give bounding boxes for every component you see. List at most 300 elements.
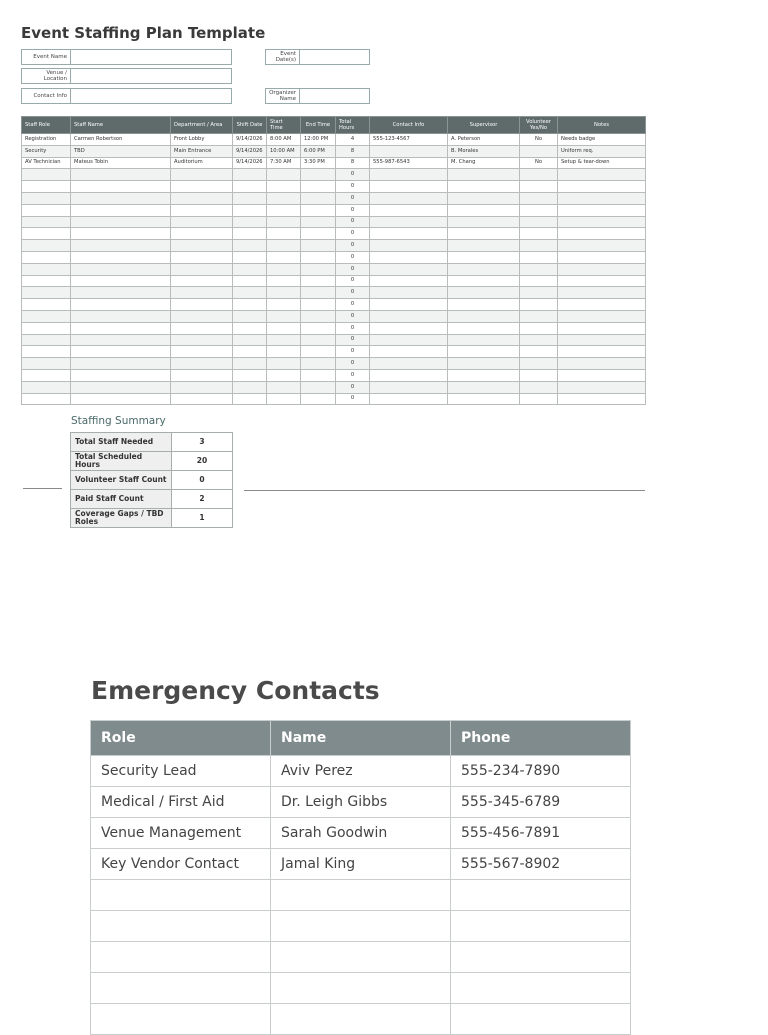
table-cell[interactable] [22,240,71,252]
table-cell[interactable] [22,381,71,393]
table-cell[interactable] [448,228,520,240]
emergency-cell[interactable]: Medical / First Aid [91,787,271,818]
table-cell[interactable] [558,192,646,204]
table-cell[interactable] [520,240,558,252]
table-cell[interactable] [558,393,646,405]
table-cell[interactable] [301,228,336,240]
table-cell[interactable] [22,263,71,275]
summary-table [70,432,233,528]
table-cell[interactable] [448,204,520,216]
table-cell[interactable]: Needs badge [558,134,646,146]
table-cell[interactable] [22,346,71,358]
table-cell[interactable] [233,310,267,322]
emergency-cell[interactable] [271,942,451,973]
table-cell[interactable]: 0 [336,181,370,193]
table-cell[interactable] [22,393,71,405]
table-cell[interactable] [520,192,558,204]
emergency-cell[interactable] [271,973,451,1004]
emergency-cell[interactable] [451,1004,631,1035]
table-cell[interactable] [448,181,520,193]
table-cell[interactable] [520,216,558,228]
table-cell[interactable] [71,275,171,287]
table-cell[interactable] [171,381,233,393]
table-cell[interactable] [171,393,233,405]
table-cell[interactable] [233,263,267,275]
event-date-field[interactable] [299,49,370,65]
emergency-cell[interactable]: 555-567-8902 [451,849,631,880]
table-row [22,381,646,393]
table-cell[interactable] [520,251,558,263]
table-cell[interactable] [370,322,448,334]
table-cell[interactable] [171,369,233,381]
table-cell[interactable] [520,228,558,240]
table-cell[interactable]: No [520,134,558,146]
table-cell[interactable] [370,381,448,393]
table-cell[interactable]: TBD [71,145,171,157]
table-cell[interactable]: Front Lobby [171,134,233,146]
table-cell[interactable] [558,322,646,334]
emergency-cell[interactable]: Aviv Perez [271,756,451,787]
table-cell[interactable]: 0 [336,299,370,311]
table-cell[interactable]: 0 [336,358,370,370]
table-cell[interactable] [520,369,558,381]
table-cell[interactable] [558,204,646,216]
emergency-cell[interactable]: Key Vendor Contact [91,849,271,880]
table-cell[interactable] [267,228,301,240]
table-cell[interactable] [448,216,520,228]
table-cell[interactable] [171,240,233,252]
event-name-field[interactable] [70,49,232,65]
table-cell[interactable] [370,393,448,405]
table-cell[interactable] [267,169,301,181]
table-cell[interactable] [558,228,646,240]
table-row [22,310,646,322]
table-cell[interactable]: 8 [336,145,370,157]
table-cell[interactable]: 7:30 AM [267,157,301,169]
table-cell[interactable] [171,346,233,358]
table-cell[interactable]: 0 [336,263,370,275]
table-cell[interactable] [22,287,71,299]
table-cell[interactable] [448,169,520,181]
table-cell[interactable] [520,334,558,346]
table-cell[interactable] [448,322,520,334]
table-cell[interactable] [370,216,448,228]
table-cell[interactable]: 0 [336,334,370,346]
table-cell[interactable] [558,169,646,181]
table-cell[interactable] [520,322,558,334]
emergency-cell[interactable]: Sarah Goodwin [271,818,451,849]
table-cell[interactable]: 555-123-4567 [370,134,448,146]
col-total-hours: Total Hours [336,117,370,134]
table-cell[interactable] [71,251,171,263]
table-cell[interactable] [171,216,233,228]
emergency-cell[interactable] [451,880,631,911]
table-cell[interactable] [71,216,171,228]
table-cell[interactable] [71,334,171,346]
table-cell[interactable] [558,381,646,393]
table-cell[interactable] [558,287,646,299]
table-cell[interactable] [370,240,448,252]
table-cell[interactable] [267,393,301,405]
table-cell[interactable] [520,346,558,358]
table-cell[interactable] [520,358,558,370]
table-cell[interactable]: 0 [336,381,370,393]
table-cell[interactable] [267,240,301,252]
table-cell[interactable]: 0 [336,275,370,287]
table-cell[interactable] [71,393,171,405]
table-cell[interactable] [558,369,646,381]
table-cell[interactable]: Mateus Tobin [71,157,171,169]
table-cell[interactable] [520,263,558,275]
emergency-cell[interactable]: Venue Management [91,818,271,849]
table-cell[interactable] [370,192,448,204]
table-cell[interactable] [267,310,301,322]
table-cell[interactable] [448,346,520,358]
table-cell[interactable] [171,287,233,299]
table-cell[interactable]: Main Entrance [171,145,233,157]
table-cell[interactable] [171,358,233,370]
table-cell[interactable] [301,393,336,405]
table-cell[interactable] [171,310,233,322]
table-cell[interactable]: A. Peterson [448,134,520,146]
table-cell[interactable] [171,169,233,181]
table-row [22,275,646,287]
table-cell[interactable] [370,358,448,370]
table-cell[interactable] [171,181,233,193]
table-cell[interactable] [267,275,301,287]
summary-label: Total Scheduled Hours [71,452,172,471]
table-cell[interactable] [171,228,233,240]
table-cell[interactable] [233,358,267,370]
table-cell[interactable] [71,181,171,193]
emergency-cell[interactable] [91,973,271,1004]
table-cell[interactable] [370,204,448,216]
table-cell[interactable] [71,310,171,322]
emergency-cell[interactable] [451,911,631,942]
table-cell[interactable] [267,322,301,334]
table-cell[interactable] [448,393,520,405]
table-cell[interactable]: Carmen Robertson [71,134,171,146]
table-cell[interactable] [267,263,301,275]
table-cell[interactable] [301,181,336,193]
table-cell[interactable] [301,251,336,263]
table-cell[interactable]: Registration [22,134,71,146]
table-cell[interactable] [22,216,71,228]
table-cell[interactable] [71,228,171,240]
table-cell[interactable] [22,251,71,263]
table-cell[interactable]: 0 [336,369,370,381]
table-cell[interactable] [370,275,448,287]
emergency-cell[interactable]: 555-345-6789 [451,787,631,818]
table-cell[interactable] [370,369,448,381]
table-cell[interactable] [520,181,558,193]
table-cell[interactable] [233,393,267,405]
table-cell[interactable] [520,287,558,299]
table-cell[interactable]: 0 [336,346,370,358]
table-cell[interactable] [301,299,336,311]
table-cell[interactable] [171,204,233,216]
table-cell[interactable] [520,393,558,405]
table-cell[interactable]: AV Technician [22,157,71,169]
table-cell[interactable] [558,275,646,287]
emergency-cell[interactable] [271,880,451,911]
table-cell[interactable]: 12:00 PM [301,134,336,146]
col-staff-name: Staff Name [71,117,171,134]
table-cell[interactable] [301,204,336,216]
table-cell[interactable] [233,228,267,240]
emergency-cell[interactable] [91,880,271,911]
table-cell[interactable] [171,275,233,287]
table-cell[interactable] [233,251,267,263]
table-cell[interactable] [370,334,448,346]
table-cell[interactable] [233,346,267,358]
table-cell[interactable] [301,358,336,370]
table-cell[interactable]: 0 [336,216,370,228]
table-cell[interactable] [267,369,301,381]
table-cell[interactable] [267,192,301,204]
table-cell[interactable] [558,299,646,311]
table-cell[interactable] [520,310,558,322]
table-cell[interactable] [233,204,267,216]
table-cell[interactable]: B. Morales [448,145,520,157]
table-cell[interactable] [267,216,301,228]
table-cell[interactable] [71,322,171,334]
table-cell[interactable] [233,181,267,193]
table-cell[interactable] [370,346,448,358]
table-cell[interactable] [370,181,448,193]
emergency-cell[interactable]: 555-234-7890 [451,756,631,787]
table-cell[interactable] [22,322,71,334]
table-cell[interactable] [301,369,336,381]
table-cell[interactable] [301,334,336,346]
table-cell[interactable] [233,369,267,381]
table-cell[interactable]: 4 [336,134,370,146]
table-cell[interactable] [71,369,171,381]
table-cell[interactable]: 0 [336,228,370,240]
table-cell[interactable]: 10:00 AM [267,145,301,157]
table-cell[interactable]: 555-987-6543 [370,157,448,169]
emergency-cell[interactable] [91,942,271,973]
table-cell[interactable] [233,287,267,299]
table-cell[interactable] [558,358,646,370]
emergency-cell[interactable]: Dr. Leigh Gibbs [271,787,451,818]
emergency-cell[interactable] [451,942,631,973]
emergency-cell[interactable]: Jamal King [271,849,451,880]
table-cell[interactable] [267,299,301,311]
table-cell[interactable]: 3:30 PM [301,157,336,169]
table-cell[interactable] [22,204,71,216]
table-cell[interactable] [520,275,558,287]
organizer-name-field[interactable] [299,88,370,104]
table-cell[interactable] [267,181,301,193]
emergency-cell[interactable] [271,911,451,942]
table-cell[interactable]: No [520,157,558,169]
table-cell[interactable] [22,192,71,204]
table-cell[interactable] [558,334,646,346]
table-cell[interactable] [448,381,520,393]
table-cell[interactable] [448,369,520,381]
table-cell[interactable] [171,299,233,311]
table-cell[interactable] [448,263,520,275]
table-cell[interactable] [558,216,646,228]
table-cell[interactable] [558,346,646,358]
table-cell[interactable] [558,181,646,193]
table-cell[interactable] [267,287,301,299]
table-cell[interactable] [370,263,448,275]
table-cell[interactable] [558,263,646,275]
table-cell[interactable] [171,334,233,346]
table-cell[interactable] [22,181,71,193]
table-cell[interactable] [301,275,336,287]
table-cell[interactable]: 8 [336,157,370,169]
table-cell[interactable] [71,346,171,358]
table-cell[interactable] [448,358,520,370]
summary-title: Staffing Summary [71,415,166,427]
table-cell[interactable] [171,263,233,275]
table-cell[interactable]: Auditorium [171,157,233,169]
table-cell[interactable] [171,322,233,334]
table-cell[interactable] [233,240,267,252]
table-cell[interactable] [370,145,448,157]
table-cell[interactable] [267,358,301,370]
table-cell[interactable]: 0 [336,251,370,263]
table-cell[interactable] [71,204,171,216]
table-cell[interactable] [520,381,558,393]
table-cell[interactable]: 0 [336,240,370,252]
table-cell[interactable] [22,310,71,322]
table-cell[interactable] [301,169,336,181]
contact-info-label: Contact Info [21,88,70,104]
emergency-cell[interactable]: Security Lead [91,756,271,787]
table-cell[interactable] [71,192,171,204]
table-cell[interactable] [448,310,520,322]
emergency-cell[interactable] [91,911,271,942]
table-cell[interactable] [370,169,448,181]
table-cell[interactable] [71,263,171,275]
table-cell[interactable] [22,275,71,287]
table-cell[interactable] [448,192,520,204]
table-cell[interactable] [233,334,267,346]
table-cell[interactable] [71,240,171,252]
table-cell[interactable] [233,381,267,393]
table-cell[interactable] [448,240,520,252]
table-row [22,157,646,169]
table-cell[interactable] [520,145,558,157]
table-cell[interactable] [22,228,71,240]
table-cell[interactable] [370,287,448,299]
table-cell[interactable] [71,381,171,393]
venue-location-field[interactable] [70,68,232,84]
table-cell[interactable] [22,358,71,370]
table-cell[interactable] [233,275,267,287]
table-cell[interactable]: 6:00 PM [301,145,336,157]
emergency-row [91,1004,631,1035]
table-cell[interactable] [233,299,267,311]
table-cell[interactable]: 0 [336,322,370,334]
table-cell[interactable] [233,169,267,181]
table-cell[interactable] [267,204,301,216]
table-cell[interactable] [267,334,301,346]
table-cell[interactable] [301,310,336,322]
table-cell[interactable] [558,240,646,252]
table-cell[interactable] [301,322,336,334]
table-cell[interactable] [171,251,233,263]
table-cell[interactable]: 0 [336,192,370,204]
emergency-cell[interactable] [451,973,631,1004]
table-cell[interactable] [301,381,336,393]
table-cell[interactable] [267,346,301,358]
table-cell[interactable] [301,263,336,275]
table-cell[interactable] [71,358,171,370]
table-cell[interactable]: M. Chang [448,157,520,169]
emergency-cell[interactable]: 555-456-7891 [451,818,631,849]
table-cell[interactable] [301,192,336,204]
table-cell[interactable] [301,346,336,358]
table-cell[interactable] [267,381,301,393]
table-cell[interactable]: 0 [336,393,370,405]
table-cell[interactable] [171,192,233,204]
table-cell[interactable] [370,299,448,311]
table-cell[interactable] [22,369,71,381]
emergency-cell[interactable] [91,1004,271,1035]
table-cell[interactable] [22,334,71,346]
table-cell[interactable] [370,228,448,240]
table-cell[interactable]: 9/14/2026 [233,134,267,146]
table-cell[interactable] [520,299,558,311]
table-cell[interactable] [71,299,171,311]
table-cell[interactable] [233,192,267,204]
table-cell[interactable] [448,299,520,311]
table-cell[interactable] [301,240,336,252]
table-row [22,216,646,228]
table-cell[interactable] [71,287,171,299]
table-cell[interactable] [370,310,448,322]
event-date-label: Event Date(s) [265,49,299,65]
table-cell[interactable]: 0 [336,204,370,216]
table-cell[interactable] [22,299,71,311]
contact-info-field[interactable] [70,88,232,104]
staff-table [21,116,646,405]
table-cell[interactable] [71,169,171,181]
table-cell[interactable] [558,251,646,263]
table-cell[interactable]: Uniform req. [558,145,646,157]
table-cell[interactable] [301,216,336,228]
table-cell[interactable]: Security [22,145,71,157]
table-cell[interactable]: Setup & tear-down [558,157,646,169]
table-cell[interactable] [22,169,71,181]
table-cell[interactable]: 9/14/2026 [233,145,267,157]
table-cell[interactable]: 0 [336,310,370,322]
table-cell[interactable]: 0 [336,169,370,181]
table-cell[interactable]: 8:00 AM [267,134,301,146]
table-cell[interactable] [520,204,558,216]
table-cell[interactable] [370,251,448,263]
table-cell[interactable] [301,287,336,299]
table-cell[interactable] [448,251,520,263]
table-cell[interactable] [267,251,301,263]
table-cell[interactable] [448,287,520,299]
table-cell[interactable]: 0 [336,287,370,299]
table-cell[interactable] [233,322,267,334]
summary-row [71,471,233,490]
table-cell[interactable] [558,310,646,322]
table-cell[interactable]: 9/14/2026 [233,157,267,169]
table-cell[interactable] [448,334,520,346]
table-cell[interactable] [233,216,267,228]
table-cell[interactable] [520,169,558,181]
table-cell[interactable] [448,275,520,287]
emergency-cell[interactable] [271,1004,451,1035]
